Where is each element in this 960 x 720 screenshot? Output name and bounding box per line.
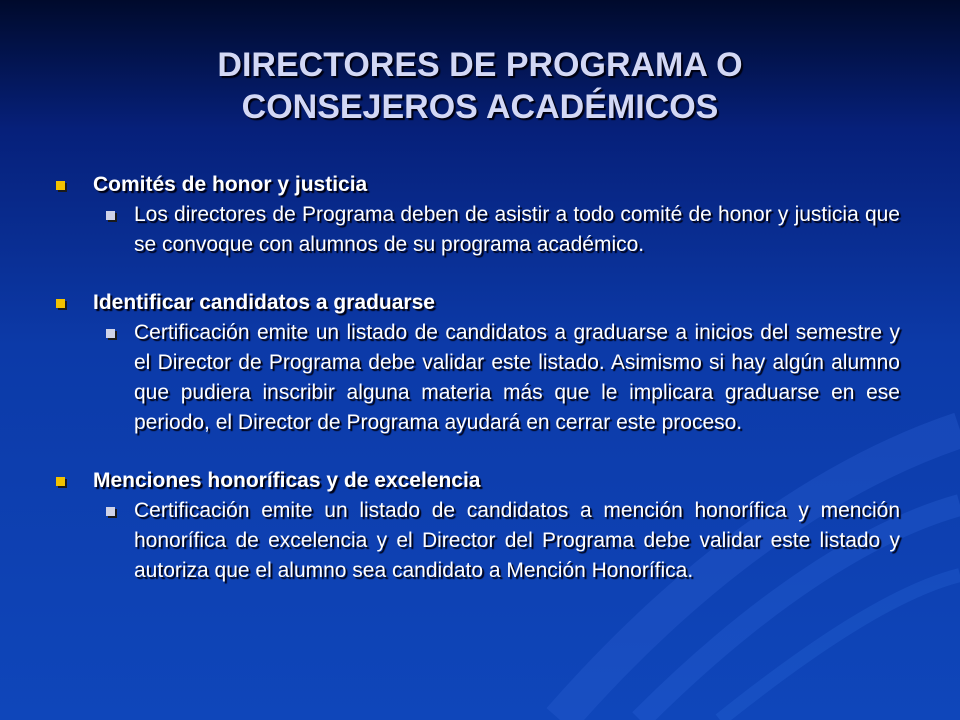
bullet-heading	[56, 466, 900, 496]
sub-bullet	[134, 496, 900, 586]
heading-text: Identificar candidatos a graduarse	[93, 291, 435, 314]
square-bullet-icon	[106, 507, 115, 516]
slide-title	[60, 44, 900, 128]
sub-bullet	[134, 318, 900, 438]
square-bullet-icon	[56, 181, 65, 190]
square-bullet-icon	[56, 299, 65, 308]
sub-bullet-text: Los directores de Programa deben de asistir a todo comité de honor y justicia que se convoque con alumnos de su programa académico.	[134, 203, 900, 256]
square-bullet-icon	[106, 211, 115, 220]
square-bullet-icon	[106, 329, 115, 338]
heading-text: Comités de honor y justicia	[93, 173, 368, 196]
list-item	[56, 466, 900, 586]
sub-bullet	[134, 200, 900, 260]
heading-text: Menciones honoríficas y de excelencia	[93, 469, 481, 492]
bullet-heading	[56, 288, 900, 318]
sub-bullet-text: Certificación emite un listado de candidatos a graduarse a inicios del semestre y el Director de Programa debe validar este listado. Asimismo si hay algún alumno que pudiera inscribir alguna materia más que le implicara graduarse en ese periodo, el Director de Programa ayudará en cerrar este proceso.	[134, 321, 900, 434]
list-item	[56, 288, 900, 438]
bullet-list	[56, 170, 900, 586]
sub-bullet-text: Certificación emite un listado de candidatos a mención honorífica y mención honorífica de excelencia y el Director del Programa debe validar este listado y autoriza que el alumno sea candidato a Mención Honorífica.	[134, 499, 900, 582]
bullet-heading	[56, 170, 900, 200]
list-item	[56, 170, 900, 260]
title-line-1: DIRECTORES DE PROGRAMA O	[217, 46, 743, 84]
square-bullet-icon	[56, 477, 65, 486]
title-line-2: CONSEJEROS ACADÉMICOS	[241, 88, 719, 126]
